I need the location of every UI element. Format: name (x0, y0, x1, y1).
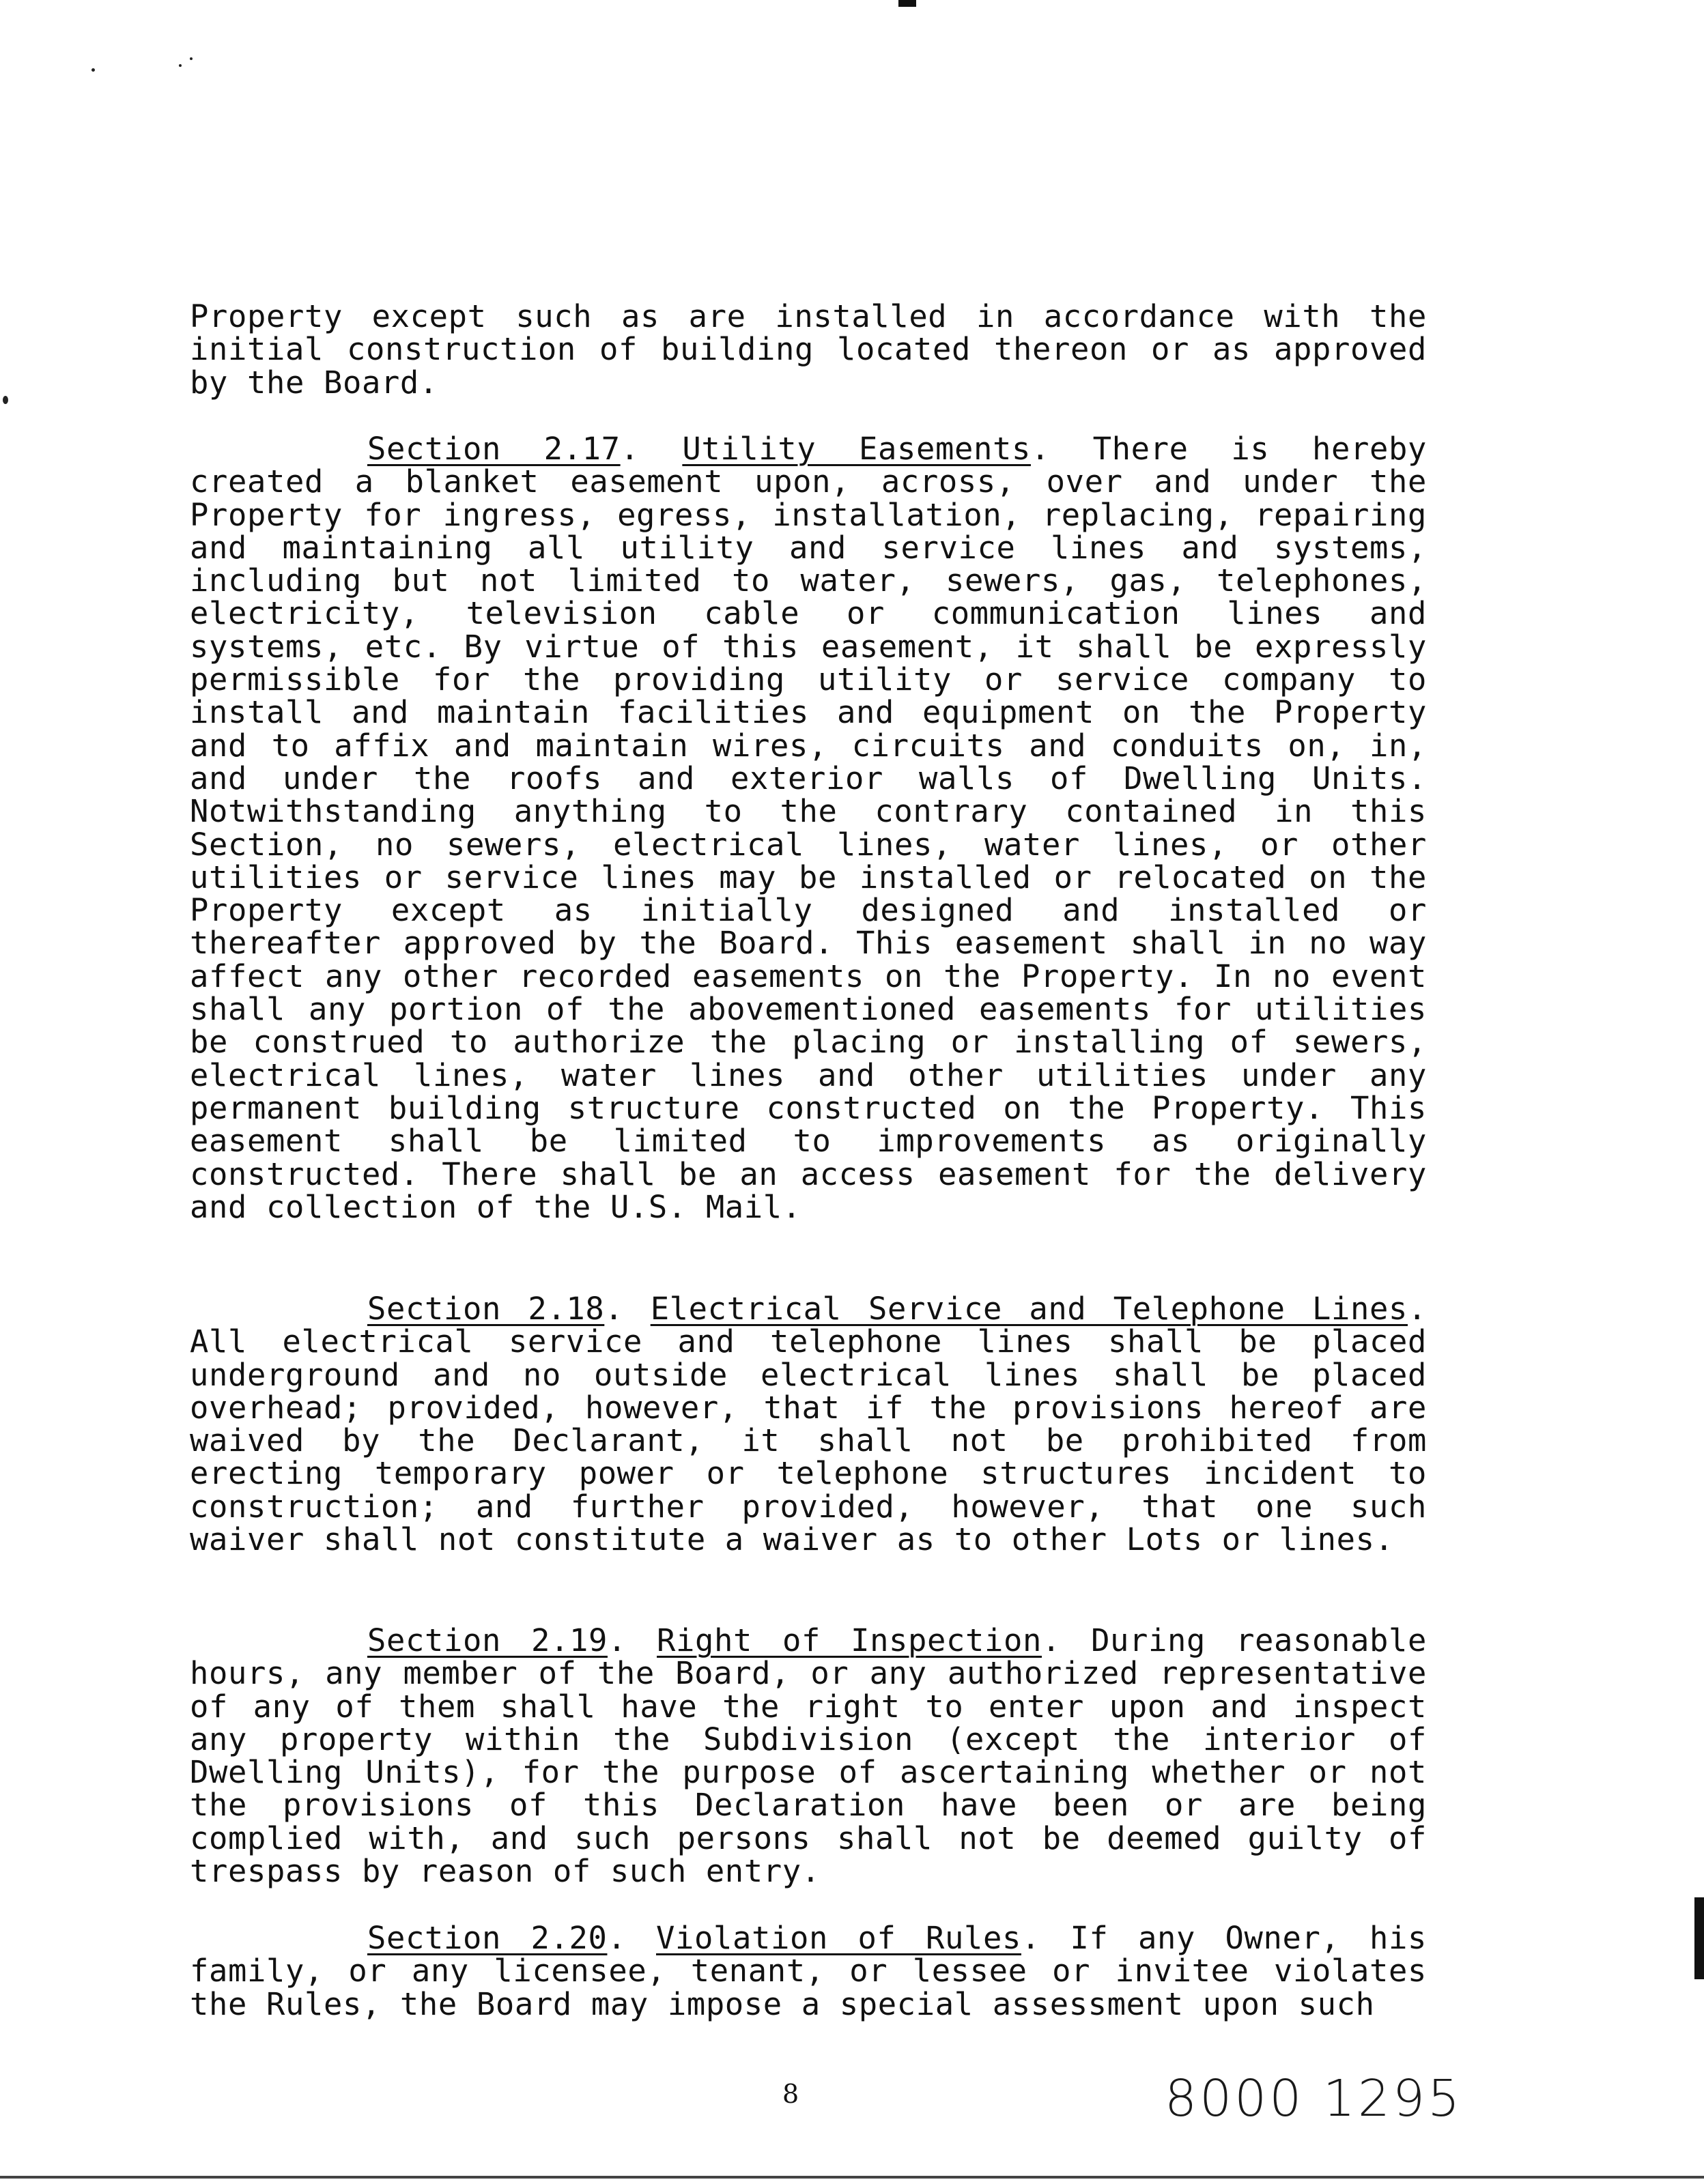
section-body: All electrical service and telephone lines shall be placed underground and no outside electrical lines shall be placed overhead; provided, however, that if the provisions hereof are waived by the Declarant, it shall not be prohibited from erecting temporary power or telephone structures incident to construction; and further provided, however, that one such waiver shall not constitute a waiver as to other Lots or lines. (190, 1323, 1427, 1558)
section-title: Violation of Rules (656, 1920, 1021, 1956)
section-paragraph: Section 2.17. Utility Easements. There is hereby created a blanket easement upon, across, over and under the Property for ingress, egress, installation, replacing, repairing and maintaining all utility and service lines and systems, including but not limited to water, sewers, gas, telephones, electricity, television cable or communication lines and systems, etc. By virtue of this easement, it shall be expressly permissible for the providing utility or service company to install and maintain facilities and equipment on the Property and to affix and maintain wires, circuits and conduits on, in, and under the roofs and exterior walls of Dwelling Units. Notwithstanding anything to the contrary contained in this Section, no sewers, electrical lines, water lines, or other utilities or service lines may be installed or relocated on the Property except as initially designed and installed or thereafter approved by the Board. This easement shall in no way affect any other recorded easements on the Property. In no event shall any portion of the abovementioned easements for utilities be construed to authorize the placing or installing of sewers, electrical lines, water lines and other utilities under any permanent building structure constructed on the Property. This easement shall be limited to improvements as originally constructed. There shall be an access easement for the delivery and collection of the U.S. Mail. (190, 431, 1427, 1225)
section-paragraph: Section 2.18. Electrical Service and Telephone Lines. All electrical service and telephone lines shall be placed underground and no outside electrical lines shall be placed overhead; provided, however, that if the provisions hereof are waived by the Declarant, it shall not be prohibited from erecting temporary power or telephone structures incident to construction; and further provided, however, that one such waiver shall not constitute a waiver as to other Lots or lines. (190, 1291, 1427, 1558)
section-number: Section 2.17 (367, 431, 621, 467)
section-number: Section 2.20 (367, 1920, 608, 1956)
scan-edge-mark (898, 0, 916, 7)
section-2-17 (190, 433, 1427, 1224)
scan-speck (190, 57, 193, 60)
scan-speck (91, 68, 95, 72)
section-number: Section 2.19 (367, 1622, 608, 1658)
scan-speck (179, 64, 182, 67)
section-title: Right of Inspection (657, 1622, 1042, 1658)
scan-edge-mark (0, 2176, 1704, 2179)
section-paragraph: Section 2.19. Right of Inspection. During reasonable hours, any member of the Board, or any authorized representative of any of them shall have the right to enter upon and inspect any property within the Subdivision (except the interior of Dwelling Units), for the purpose of ascertaining whether or not the provisions of this Declaration have been or are being complied with, and such persons shall not be deemed guilty of trespass by reason of such entry. (190, 1622, 1428, 1890)
opening-text: Property except such as are installed in accordance with the initial construction of building located thereon or as approved by the Board. (190, 298, 1427, 401)
section-2-19 (190, 1624, 1427, 1888)
section-body: During reasonable hours, any member of the Board, or any authorized representative of any of them shall have the right to enter upon and inspect any property within the Subdivision (except the interior of Dwelling Units), for the purpose of ascertaining whether or not the provisions of this Declaration have been or are being complied with, and such persons shall not be deemed guilty of trespass by reason of such entry. (190, 1622, 1428, 1890)
section-body: If any Owner, his family, or any licensee, tenant, or lessee or invitee violates the Rules, the Board may impose a special assessment upon such (190, 1920, 1427, 2022)
section-2-18 (190, 1293, 1427, 1556)
document-code: 8000 1295 (1165, 2069, 1463, 2128)
section-2-20 (190, 1922, 1427, 2021)
section-paragraph: Section 2.20. Violation of Rules. If any Owner, his family, or any licensee, tenant, or lessee or invitee violates the Rules, the Board may impose a special assessment upon such (190, 1920, 1427, 2022)
section-title: Electrical Service and Telephone Lines (650, 1291, 1408, 1327)
section-number: Section 2.18 (367, 1291, 605, 1327)
scan-speck (3, 396, 8, 404)
page-number: 8 (782, 2079, 799, 2109)
opening-paragraph (190, 300, 1427, 399)
scan-edge-mark (1694, 1897, 1704, 1979)
section-body: There is hereby created a blanket easement upon, across, over and under the Property for ingress, egress, installation, replacing, repairing and maintaining all utility and service lines and systems, including but not limited to water, sewers, gas, telephones, electricity, television cable or communication lines and systems, etc. By virtue of this easement, it shall be expressly permissible for the providing utility or service company to install and maintain facilities and equipment on the Property and to affix and maintain wires, circuits and conduits on, in, and under the roofs and exterior walls of Dwelling Units. Notwithstanding anything to the contrary contained in this Section, no sewers, electrical lines, water lines, or other utilities or service lines may be installed or relocated on the Property except as initially designed and installed or thereafter approved by the Board. This easement shall in no way affect any other recorded easements on the Property. In no event shall any portion of the abovementioned easements for utilities be construed to authorize the placing or installing of sewers, electrical lines, water lines and other utilities under any permanent building structure constructed on the Property. This easement shall be limited to improvements as originally constructed. There shall be an access easement for the delivery and collection of the U.S. Mail. (190, 431, 1427, 1225)
section-title: Utility Easements (682, 431, 1031, 467)
